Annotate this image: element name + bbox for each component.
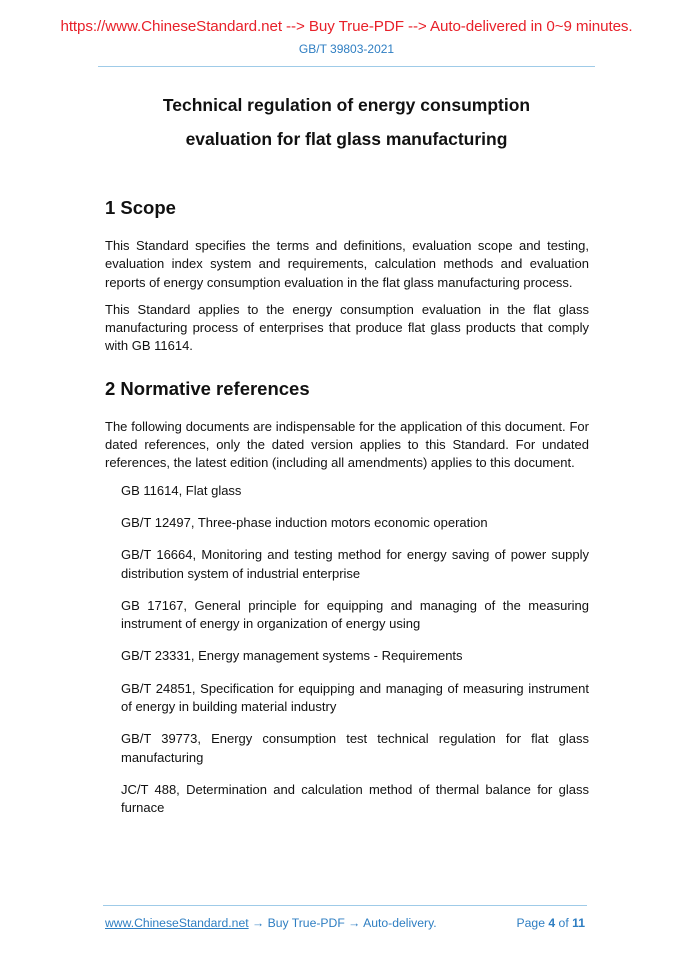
document-body bbox=[105, 196, 589, 818]
document-title-line-2: evaluation for flat glass manufacturing bbox=[185, 129, 508, 149]
page-footer bbox=[105, 916, 589, 930]
footer-divider bbox=[103, 905, 587, 906]
page-current: 4 bbox=[548, 916, 556, 930]
document-title-line-1: Technical regulation of energy consumption bbox=[162, 95, 531, 115]
page-label: Page bbox=[516, 916, 545, 930]
promo-banner[interactable]: https://www.ChineseStandard.net --> Buy True-PDF --> Auto-delivered in 0~9 minutes. bbox=[60, 18, 633, 35]
footer-site-link[interactable]: www.ChineseStandard.net bbox=[105, 916, 249, 930]
scope-paragraph-1: This Standard specifies the terms and definitions, evaluation scope and testing, evaluation index system and requirements, calculation methods and evaluation reports of energy consumption evaluation in the flat glass manufacturing process. bbox=[105, 238, 589, 290]
reference-item: GB 17167, General principle for equipping and managing of the measuring instrument of energy in organization of energy using bbox=[121, 597, 589, 632]
page-of-label: of bbox=[558, 916, 569, 930]
footer-tagline: → Buy True-PDF → Auto-delivery. bbox=[248, 916, 437, 930]
reference-item: GB/T 16664, Monitoring and testing method for energy saving of power supply distribution system of industrial enterprise bbox=[121, 547, 589, 581]
reference-item: GB/T 24851, Specification for equipping and managing of measuring instrument of energy in building material industry bbox=[121, 680, 589, 715]
document-code: GB/T 39803-2021 bbox=[298, 42, 395, 56]
normative-references-intro: The following documents are indispensable for the application of this document. For dated references, only the dated version applies to this Standard. For undated references, the latest edition (including all amendments) applies to this document. bbox=[105, 418, 589, 471]
page-indicator bbox=[517, 916, 585, 930]
page-total: 11 bbox=[572, 916, 585, 930]
document-title bbox=[0, 88, 693, 156]
reference-item: GB/T 12497, Three-phase induction motors economic operation bbox=[121, 514, 488, 530]
reference-item: GB/T 23331, Energy management systems - Requirements bbox=[121, 648, 463, 664]
scope-paragraph-2: This Standard applies to the energy consumption evaluation in the flat glass manufacturing process of enterprises that produce flat glass products that comply with GB 11614. bbox=[105, 301, 589, 354]
section-heading-scope: 1 Scope bbox=[105, 197, 176, 218]
header-divider bbox=[98, 66, 595, 67]
reference-item: GB/T 39773, Energy consumption test technical regulation for flat glass manufacturing bbox=[121, 731, 589, 765]
section-heading-normative-references: 2 Normative references bbox=[105, 377, 310, 399]
reference-item: GB 11614, Flat glass bbox=[121, 482, 242, 498]
reference-item: JC/T 488, Determination and calculation method of thermal balance for glass furnace bbox=[121, 781, 589, 816]
